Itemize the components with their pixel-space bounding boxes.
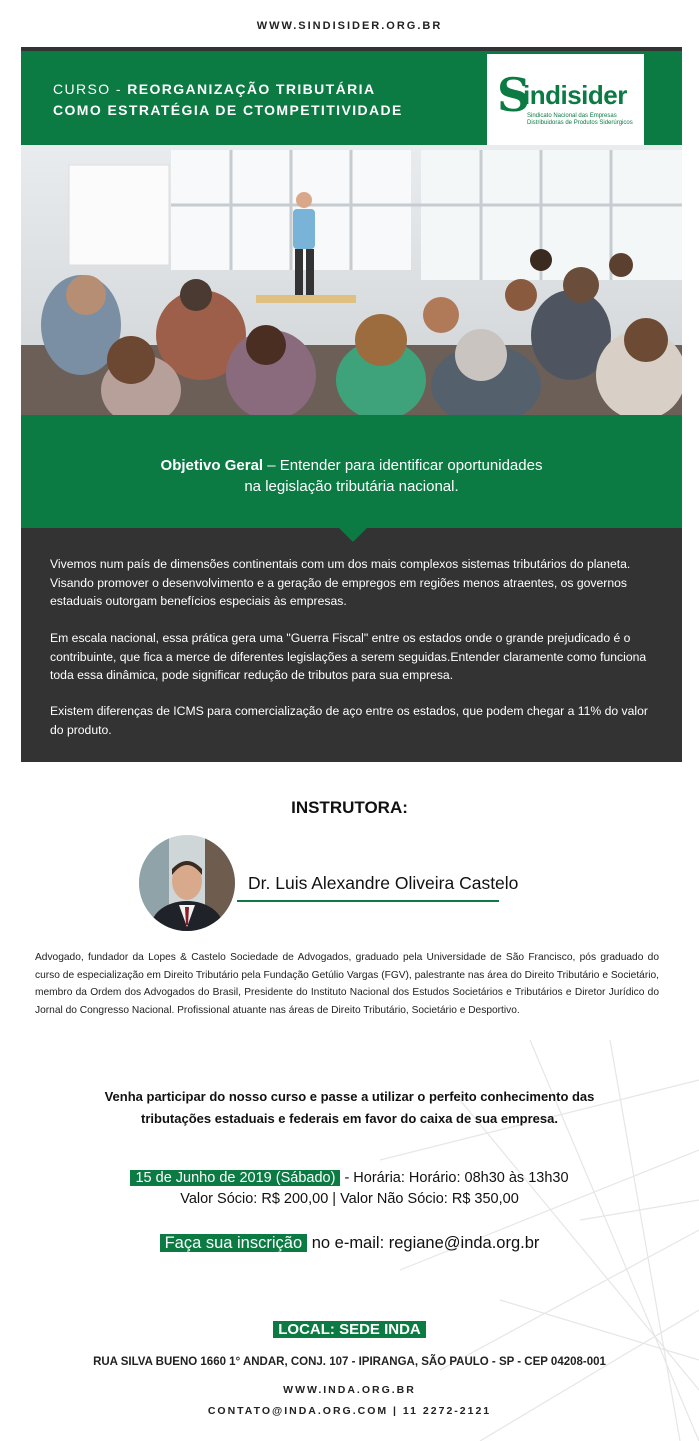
course-title — [53, 79, 403, 121]
instructor-heading: INSTRUTORA: — [291, 798, 408, 817]
course-price: Valor Sócio: R$ 200,00 | Valor Não Sócio: R$ 350,00 — [180, 1191, 519, 1207]
inda-website-link[interactable]: WWW.INDA.ORG.BR — [283, 1384, 416, 1396]
contact-info[interactable]: CONTATO@INDA.ORG.COM | 11 2272-2121 — [207, 1405, 492, 1417]
schedule-line — [0, 1170, 699, 1186]
description-paragraph-3: Existem diferenças de ICMS para comercialização de aço entre os estados, que podem chegar a 11% do valor do produto. — [50, 704, 648, 737]
course-title-line1: REORGANIZAÇÃO TRIBUTÁRIA — [127, 81, 376, 97]
course-description — [21, 528, 682, 762]
call-to-action — [0, 1086, 699, 1130]
cta-line-1: Venha participar do nosso curso e passe a utilizar o perfeito conhecimento das — [104, 1089, 595, 1104]
instructor-bio: Advogado, fundador da Lopes & Castelo Sociedade de Advogados, graduado pela Universidade de São Francisco, pós graduado do curso de especialização em Direito Tributário pela Fundação Getúlio Vargas (FGV), palestrante nas área do Direito Tributário e Societário, membro da Ordem dos Advogados do Brasil, Presidente do Instituto Nacional dos Estudos Societários e Tributários e Diretor Jurídico do Jornal do Congresso Nacional. Profissional atuante nas áreas de Direito Tributário, Societário e Desportivo. — [35, 952, 659, 1016]
objective-text — [21, 455, 682, 497]
instructor-avatar — [139, 835, 235, 931]
logo-initial: S — [497, 68, 531, 122]
course-title-prefix: CURSO - — [53, 81, 128, 97]
course-time: - Horária: Horário: 08h30 às 13h30 — [340, 1170, 569, 1186]
objective-description-line2: na legislação tributária nacional. — [244, 478, 459, 495]
signup-email[interactable]: no e-mail: regiane@inda.org.br — [307, 1234, 540, 1252]
course-header — [21, 51, 682, 145]
description-paragraph-2: Em escala nacional, essa prática gera uma "Guerra Fiscal" entre os estados onde o grande prejudicado é o contribuinte, que fica a merce de diferentes legislações a serem seguidas.Entender claramente como funciona toda essa dinâmica, pode significar redução de tributos para sua empresa. — [50, 631, 647, 682]
venue-address: RUA SILVA BUENO 1660 1° ANDAR, CONJ. 107 - IPIRANGA, SÃO PAULO - SP - CEP 04208-001 — [93, 1356, 606, 1368]
venue-line — [0, 1321, 699, 1338]
signup-line — [0, 1234, 699, 1253]
instructor-name: Dr. Luis Alexandre Oliveira Castelo — [248, 873, 519, 893]
sindisider-website-link[interactable]: WWW.SINDISIDER.ORG.BR — [256, 20, 443, 32]
logo-subtitle-line2: Distribuidoras de Produtos Siderúrgicos — [527, 120, 633, 126]
sindisider-logo — [487, 54, 644, 145]
logo-subtitle-line1: Sindicato Nacional das Empresas — [527, 113, 617, 119]
section-pointer-arrow — [339, 528, 367, 542]
description-paragraph-1: Vivemos num país de dimensões continentais com um dos mais complexos sistemas tributários do planeta. Visando promover o desenvolvimento e a geração de empregos em regiões menos atraentes, os governos estaduais outorgam benefícios especiais às empresas. — [50, 557, 631, 608]
seminar-photo — [21, 145, 682, 415]
cta-line-2: tributações estaduais e federais em favor do caixa de sua empresa. — [141, 1111, 558, 1126]
instructor-name-underline — [237, 900, 499, 902]
course-date-badge: 15 de Junho de 2019 (Sábado) — [130, 1170, 340, 1186]
signup-badge: Faça sua inscrição — [160, 1234, 308, 1252]
objective-label: Objetivo Geral — [160, 457, 264, 474]
objective-section — [21, 415, 682, 528]
course-title-line2: COMO ESTRATÉGIA DE CTOMPETITIVIDADE — [53, 102, 403, 118]
venue-badge: LOCAL: SEDE INDA — [273, 1321, 426, 1338]
logo-name: indisider — [523, 80, 627, 110]
objective-description: – Entender para identificar oportunidades — [263, 457, 543, 474]
